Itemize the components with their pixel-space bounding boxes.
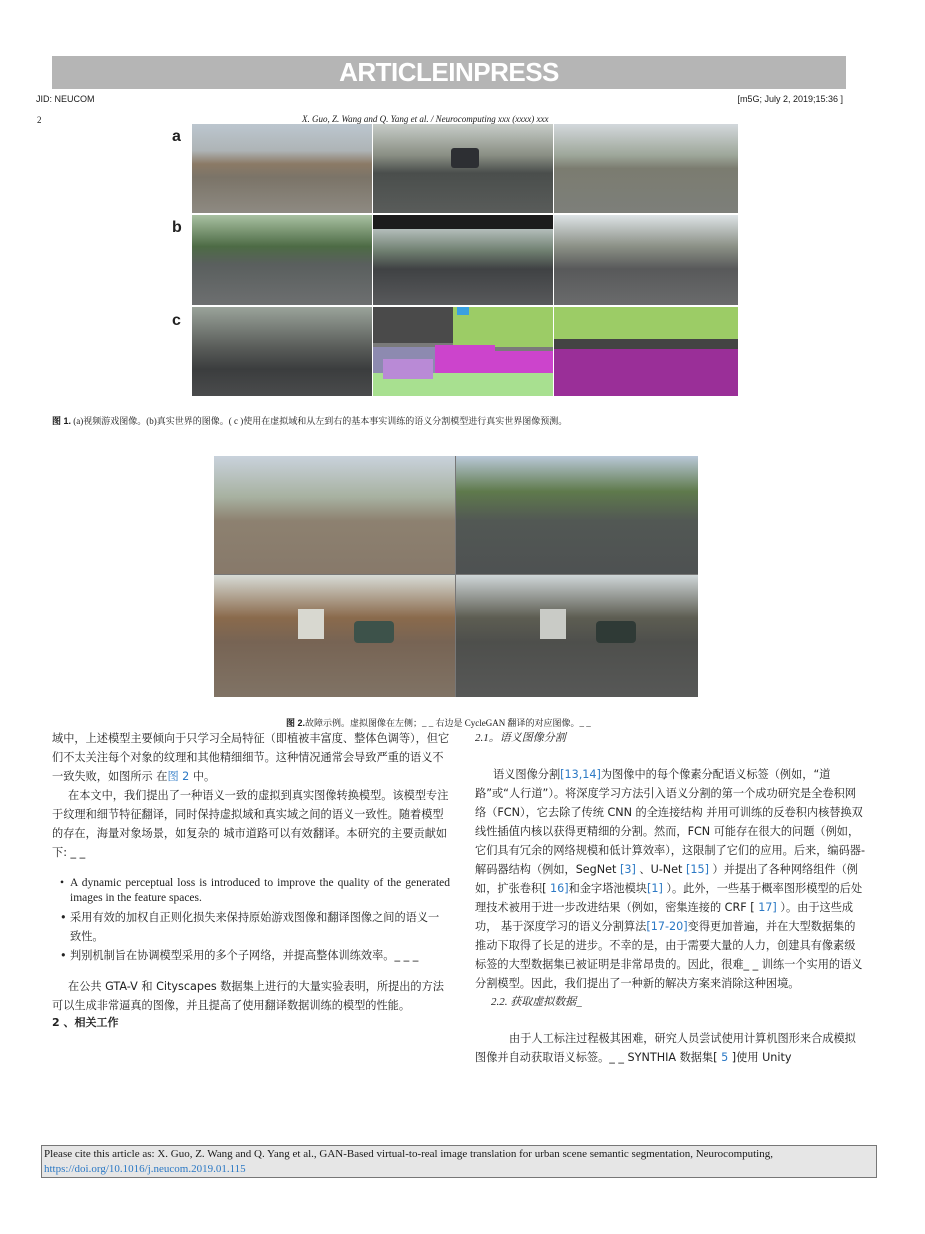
- game-image-a3: [554, 124, 738, 213]
- ref-17-20[interactable]: [17-20]: [646, 920, 688, 933]
- ref-5[interactable]: 5: [721, 1051, 729, 1064]
- left-column: [52, 729, 450, 1032]
- figure-2: [214, 456, 698, 697]
- right-column: [475, 729, 865, 1067]
- ref-13-14[interactable]: [13,14]: [560, 768, 601, 781]
- translated-image-bottom: [456, 575, 698, 697]
- translated-image-top: [456, 456, 698, 574]
- ref-3[interactable]: [3]: [619, 863, 636, 876]
- real-image-b2: [373, 215, 553, 305]
- ref-1[interactable]: [1]: [646, 882, 663, 895]
- contribution-bullet-2: • 采用有效的加权自正则化损失来保持原始游戏图像和翻译图像之间的语义一致性。: [52, 908, 450, 946]
- contribution-bullet-3: • 判别机制旨在协调模型采用的多个子网络，并提高整体训练效率。_ _ _: [52, 946, 450, 965]
- real-image-b3: [554, 215, 738, 305]
- journal-id: JID: NEUCOM: [36, 94, 95, 104]
- figure-2-link[interactable]: 图 2: [167, 770, 190, 783]
- article-in-press-banner: ARTICLEINPRESS: [52, 56, 846, 89]
- section-2-2-heading: 2.2. 获取虚拟数据_: [491, 996, 582, 1008]
- ref-15[interactable]: [15]: [686, 863, 709, 876]
- figure-1-caption: 图 1. (a)视频游戏图像。(b)真实世界的图像。( c )使用在虚拟域和从左到右的基本事实训练的语义分割模型进行真实世界图像预测。: [52, 416, 568, 426]
- paragraph-virtual-data: 由于人工标注过程极其困难，研究人员尝试使用计算机图形来合成模拟图像并自动获取语义标签。_ _ SYNTHIA 数据集[ 5 ]使用 Unity: [475, 1032, 856, 1064]
- contribution-bullet-1: • A dynamic perceptual loss is introduced to improve the quality of the generated images in the feature spaces.: [52, 876, 450, 906]
- paragraph-intro-end: 域中，上述模型主要倾向于只学习全局特征（即植被丰富度、整体色调等），但它们不太关注每个对象的纹理和其他精细细节。这种情况通常会导致严重的语义不一致失败，如图所示 在图 2 中。: [52, 732, 450, 783]
- doi-link[interactable]: https://doi.org/10.1016/j.neucom.2019.01.115: [44, 1163, 246, 1175]
- citation-box: [41, 1145, 877, 1178]
- running-head: X. Guo, Z. Wang and Q. Yang et al. / Neurocomputing xxx (xxxx) xxx: [302, 114, 549, 124]
- ref-17[interactable]: 17]: [758, 901, 777, 914]
- game-image-a2: [373, 124, 553, 213]
- game-image-a1: [192, 124, 372, 213]
- paragraph-proposal: 在本文中，我们提出了一种语义一致的虚拟到真实图像转换模型。该模型专注于纹理和细节特征翻译，同时保持虚拟域和真实域之间的语义一致性。随着模型的存在，海量对象场景，如复杂的 城市道路可以有效翻译。本研究的主要贡献如下: _ _: [52, 789, 449, 859]
- citation-text: Please cite this article as: X. Guo, Z. Wang and Q. Yang et al., GAN-Based virtual-to-real image translation for urban scene semantic segmentation, Neurocomputing,: [44, 1148, 773, 1160]
- virtual-image-bottom: [214, 575, 455, 697]
- section-2-1-heading: 2.1。语义图像分割: [475, 732, 566, 744]
- segmentation-prediction-c2: [373, 307, 553, 396]
- build-stamp: [m5G; July 2, 2019;15:36 ]: [737, 94, 843, 104]
- real-image-c1: [192, 307, 372, 396]
- figure-2-caption: 图 2.故障示例。虚拟图像在左侧；_ _ 右边是 CycleGAN 翻译的对应图像。_ _: [286, 718, 591, 728]
- figure-1-row-label-b: b: [172, 219, 182, 236]
- real-image-b1: [192, 215, 372, 305]
- ref-16[interactable]: 16]: [550, 882, 569, 895]
- figure-1-row-label-a: a: [172, 128, 181, 145]
- paragraph-semantic-segmentation: 语义图像分割[13,14]为图像中的每个像素分配语义标签（例如，“道路”或“人行道”）。将深度学习方法引入语义分割的第一个成功研究是全卷积网络（FCN），它去除了传统 CNN 的全连接结构 并用可训练的反卷积内核替换双线性插值内核以获得更精细的分割。然而，FCN 可能存在很大的问题（例如，它们具有冗余的网络规模和低计算效率），这限制了它们的应用。后来，编码器-解码器结构（例如，SegNet [3] 、U-Net [15] ）并提出了各种网络组件（例如，扩张卷积[ 16]和金字塔池模块[1] ）。此外，一些基于概率图形模型的后处理技术被用于进一步改进结果（例如，密集连接的 CRF [ 17] ）。由于这些成功， 基于深度学习的语义分割算法[17-20]变得更加普遍，并在大型数据集的推动下取得了长足的进步。不幸的是，由于需要大量的人力，创建具有像素级标签的大型数据集已被证明是非常昂贵的。因此，很难_ _ 训练一个实用的语义分割模型。因此，我们提出了一种新的解决方案来消除这种困境。: [475, 768, 866, 990]
- figure-1-row-label-c: c: [172, 312, 181, 329]
- segmentation-prediction-c3: [554, 307, 738, 396]
- paragraph-experiments: 在公共 GTA-V 和 Cityscapes 数据集上进行的大量实验表明，所提出的方法可以生成非常逼真的图像，并且提高了使用翻译数据训练的模型的性能。: [52, 980, 444, 1012]
- section-2-heading: 2 、相关工作: [52, 1016, 119, 1029]
- virtual-image-top: [214, 456, 455, 574]
- figure-1: [172, 124, 738, 396]
- page-number: 2: [37, 115, 42, 125]
